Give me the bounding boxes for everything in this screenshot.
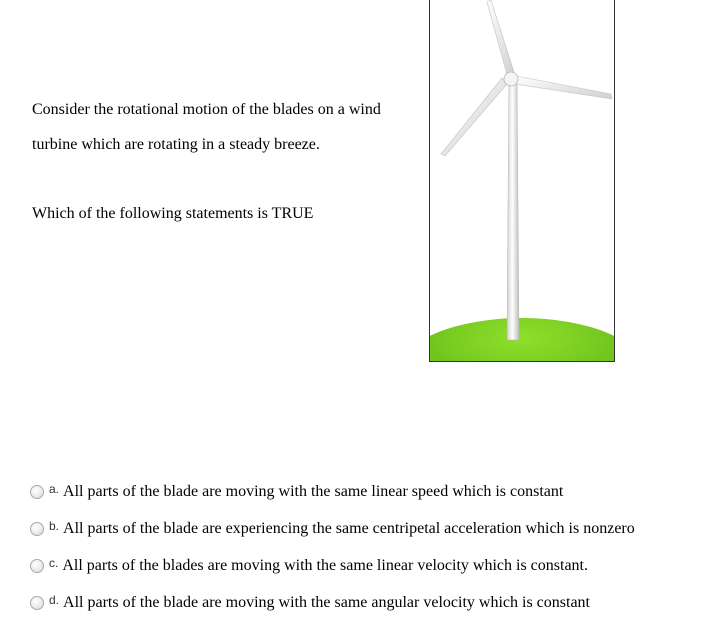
answer-option-c[interactable] bbox=[30, 554, 588, 578]
turbine-tower bbox=[507, 82, 519, 340]
radio-button-c[interactable] bbox=[30, 559, 44, 573]
turbine-blade-right bbox=[515, 76, 612, 99]
ground-hill bbox=[430, 318, 614, 361]
turbine-blade-top bbox=[487, 0, 514, 78]
turbine-blade-left bbox=[441, 78, 507, 156]
radio-button-d[interactable] bbox=[30, 596, 44, 610]
question-text-line-1: Consider the rotational motion of the blades on a wind bbox=[32, 101, 381, 118]
radio-button-a[interactable] bbox=[30, 485, 44, 499]
question-text-line-2: turbine which are rotating in a steady breeze. bbox=[32, 136, 320, 153]
answer-text-c: All parts of the blades are moving with the same linear velocity which is constant. bbox=[62, 557, 588, 574]
answer-letter-b: b. bbox=[49, 519, 60, 533]
radio-button-b[interactable] bbox=[30, 522, 44, 536]
answer-option-d[interactable] bbox=[30, 591, 590, 615]
answer-letter-a: a. bbox=[49, 482, 60, 496]
question-prompt: Which of the following statements is TRUE bbox=[32, 205, 314, 222]
answer-option-b[interactable] bbox=[30, 517, 635, 541]
answer-text-b: All parts of the blade are experiencing the same centripetal acceleration which is nonzero bbox=[63, 520, 635, 537]
turbine-hub bbox=[504, 72, 518, 86]
answer-text-d: All parts of the blade are moving with the same angular velocity which is constant bbox=[63, 594, 590, 611]
answer-option-a[interactable] bbox=[30, 480, 563, 504]
answer-letter-d: d. bbox=[49, 593, 60, 607]
wind-turbine-image bbox=[429, 0, 615, 362]
wind-turbine-illustration bbox=[430, 0, 614, 361]
answer-letter-c: c. bbox=[49, 556, 59, 570]
answer-text-a: All parts of the blade are moving with the same linear speed which is constant bbox=[63, 483, 564, 500]
